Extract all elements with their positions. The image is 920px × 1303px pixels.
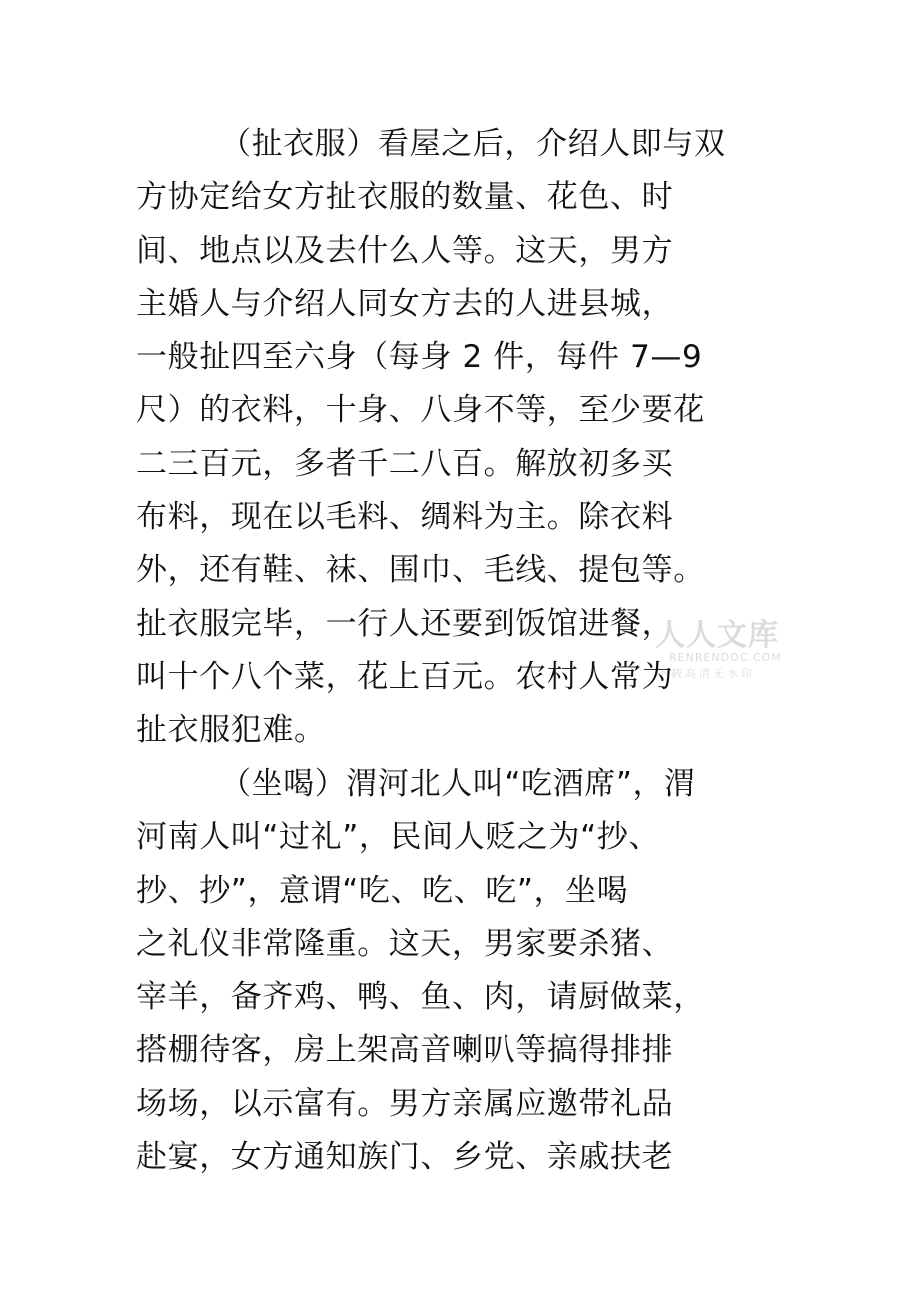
text-line: 二三百元，多者千二八百。解放初多买: [136, 445, 674, 482]
text-line: 扯衣服完毕，一行人还要到饭馆进餐，: [136, 605, 674, 642]
text-line: 间、地点以及去什么人等。这天，男方: [136, 232, 674, 269]
watermark-logo: [645, 618, 780, 684]
text-line: （坐喝）渭河北人叫“吃酒席”，渭: [220, 766, 696, 802]
text-line: 抄、抄”，意谓“吃、吃、吃”，坐喝: [136, 872, 629, 909]
watermark-tagline: 下载高清无水印: [657, 667, 755, 680]
text-line: 宰羊，备齐鸡、鸭、鱼、肉，请厨做菜，: [136, 979, 705, 1016]
text-line: 一般扯四至六身（每身 2 件，每件 7—9: [136, 339, 703, 376]
text-line: 主婚人与介绍人同女方去的人进县城，: [136, 285, 674, 322]
text-line: （扯衣服）看屋之后，介绍人即与双: [220, 126, 726, 162]
text-line: 叫十个八个菜，花上百元。农村人常为: [136, 658, 674, 695]
text-line: 布料，现在以毛料、绸料为主。除衣料: [136, 499, 674, 536]
text-line: 方协定给女方扯衣服的数量、花色、时: [136, 179, 674, 216]
paragraph-banquet: [136, 758, 776, 1184]
text-line: 扯衣服犯难。: [136, 712, 326, 749]
watermark-domain: RENRENDOC.COM: [669, 651, 782, 664]
text-line: 外，还有鞋、袜、围巾、毛线、提包等。: [136, 552, 705, 589]
watermark-title: 人人文库: [655, 618, 779, 653]
text-line: 赴宴，女方通知族门、乡党、亲戚扶老: [136, 1139, 674, 1176]
text-line: 之礼仪非常隆重。这天，男家要杀猪、: [136, 925, 674, 962]
text-line: 场场，以示富有。男方亲属应邀带礼品: [136, 1085, 674, 1122]
text-line: 河南人叫“过礼”，民间人贬之为“抄、: [136, 819, 660, 856]
text-line: 尺）的衣料，十身、八身不等，至少要花: [136, 392, 705, 429]
text-line: 搭棚待客，房上架高音喇叭等搞得排排: [136, 1032, 674, 1069]
